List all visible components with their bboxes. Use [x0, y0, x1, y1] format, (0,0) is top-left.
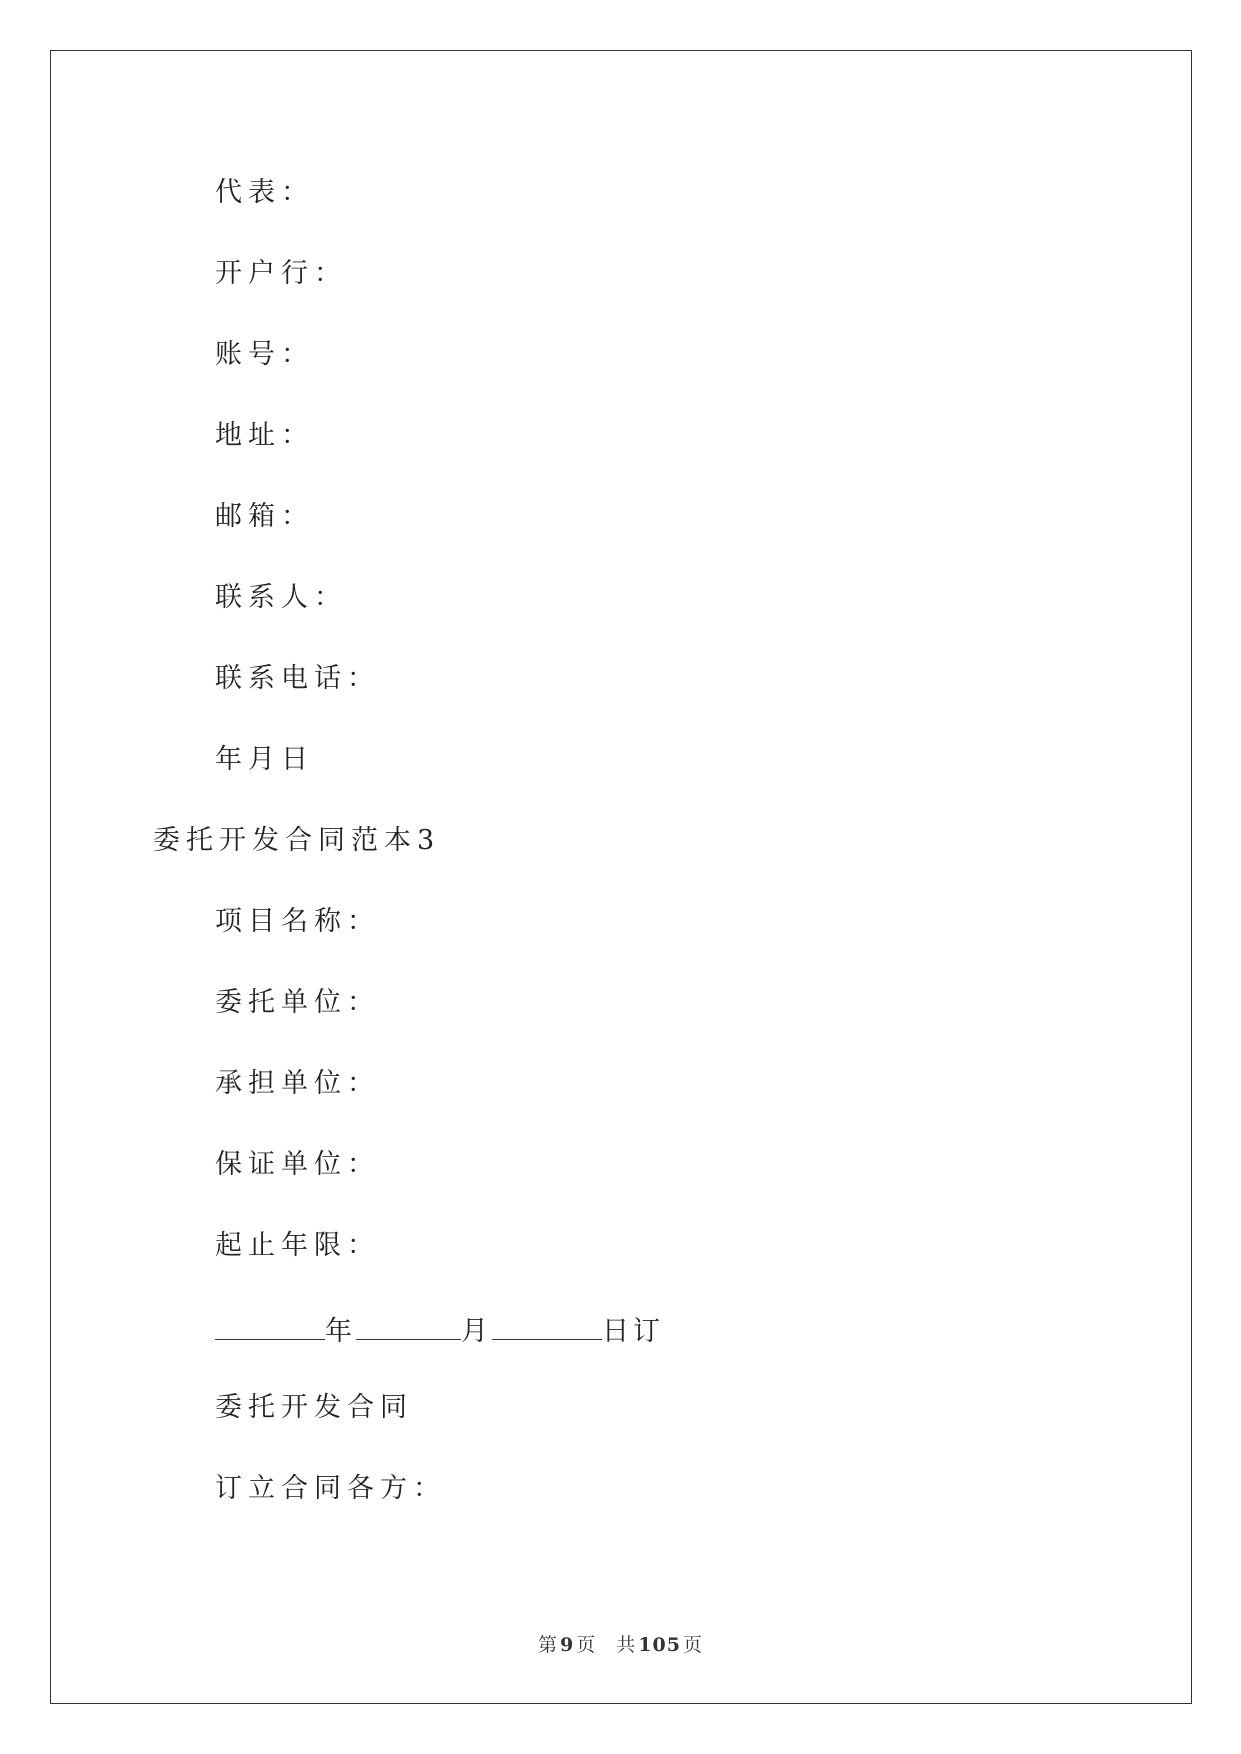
field-contractor-unit: 承担单位： [215, 1068, 380, 1099]
field-address: 地址： [215, 420, 314, 451]
footer-total-suffix: 页 [682, 1634, 703, 1656]
field-account: 账号： [215, 339, 314, 370]
footer-page-prefix: 第 [538, 1634, 559, 1656]
footer-page-number: 9 [560, 1634, 575, 1656]
field-contact-phone: 联系电话： [215, 663, 380, 694]
section-title: 委托开发合同范本3 [153, 825, 441, 856]
field-date: 年月日 [215, 744, 314, 775]
day-blank [492, 1311, 602, 1340]
field-email: 邮箱： [215, 501, 314, 532]
parties-label: 订立合同各方： [215, 1473, 446, 1504]
date-signed-line [215, 1311, 664, 1348]
field-client-unit: 委托单位： [215, 987, 380, 1018]
year-blank [215, 1311, 325, 1340]
footer-page-suffix: 页 [576, 1634, 597, 1656]
month-blank [356, 1311, 461, 1340]
day-label: 日订 [602, 1316, 664, 1347]
footer-total-prefix: 共 [616, 1634, 637, 1656]
field-contact-person: 联系人： [215, 582, 347, 613]
year-label: 年 [325, 1316, 356, 1347]
month-label: 月 [461, 1316, 492, 1347]
footer-total-pages: 105 [638, 1634, 681, 1656]
page-border [50, 50, 1192, 1704]
field-term: 起止年限： [215, 1230, 380, 1261]
page-footer [0, 1630, 1241, 1657]
field-representative: 代表： [215, 177, 314, 208]
field-bank: 开户行： [215, 258, 347, 289]
field-guarantor-unit: 保证单位： [215, 1149, 380, 1180]
field-project-name: 项目名称： [215, 906, 380, 937]
contract-title: 委托开发合同 [215, 1392, 413, 1423]
